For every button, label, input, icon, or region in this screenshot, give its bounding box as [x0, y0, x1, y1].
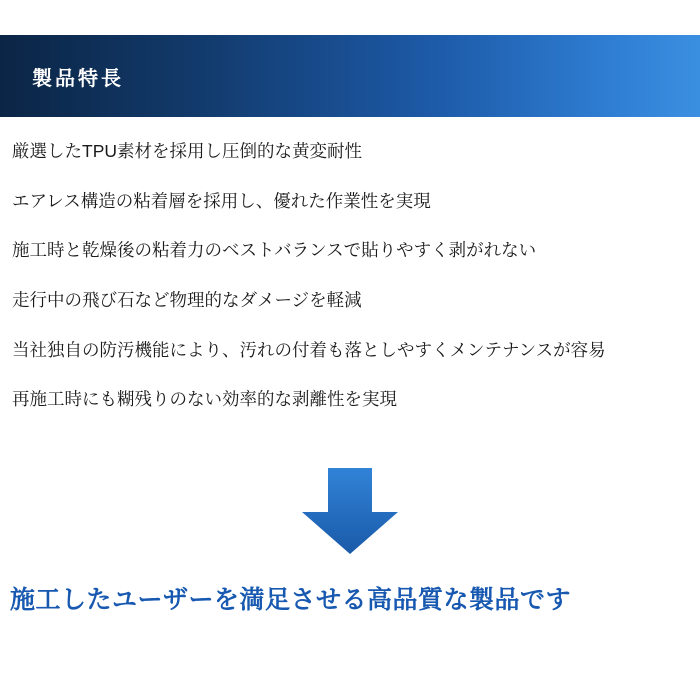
list-item: 施工時と乾燥後の粘着力のベストバランスで貼りやすく剥がれない — [12, 240, 537, 261]
list-item: 厳選したTPU素材を採用し圧倒的な黄変耐性 — [12, 141, 362, 161]
conclusion-text: 施工したユーザーを満足させる高品質な製品です — [10, 586, 572, 614]
page-title: 製品特長 — [32, 67, 124, 90]
list-item: エアレス構造の粘着層を採用し、優れた作業性を実現 — [12, 190, 431, 211]
arrow-container — [0, 468, 700, 554]
list-item: 走行中の飛び石など物理的なダメージを軽減 — [12, 289, 362, 310]
list-item: 再施工時にも糊残りのない効率的な剥離性を実現 — [12, 389, 397, 410]
header-band — [0, 35, 700, 117]
feature-list — [0, 140, 700, 412]
list-item: 当社独自の防汚機能により、汚れの付着も落としやすくメンテナンスが容易 — [12, 339, 606, 360]
down-arrow-icon — [302, 468, 398, 554]
